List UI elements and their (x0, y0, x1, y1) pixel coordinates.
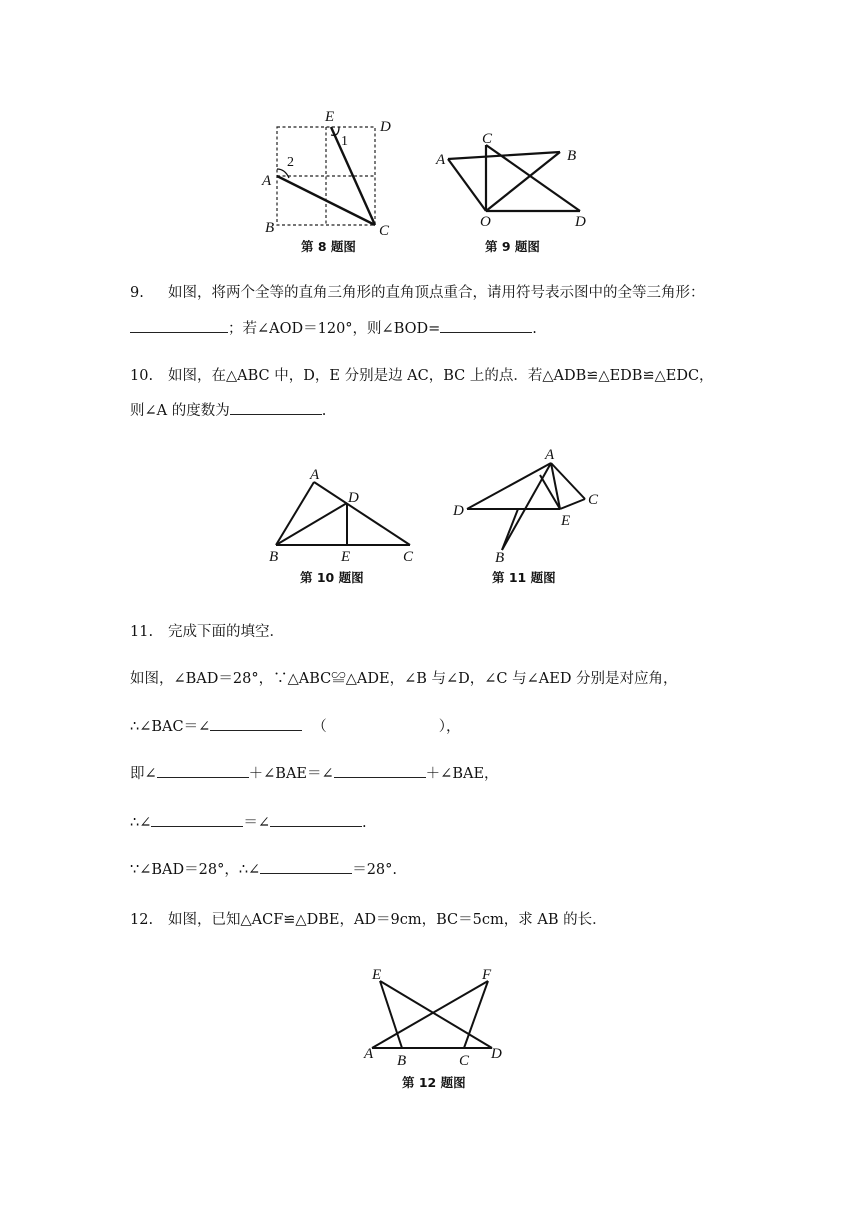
q11-blank-5[interactable] (270, 812, 362, 827)
fig12-label-D: D (491, 1046, 502, 1062)
fig12-label-C: C (459, 1053, 470, 1069)
figure-8-diagram (255, 105, 405, 260)
q11-instruction: 完成下面的填空． (168, 624, 284, 640)
fig8-label-B: B (265, 220, 275, 236)
fig10-label-C: C (403, 549, 414, 565)
q11-line5-mid: ＝∠ (243, 815, 271, 831)
q11-line-2 (130, 669, 678, 689)
figure-11-diagram (450, 445, 610, 590)
q11-paren-open: （ (312, 719, 327, 735)
figure-12 (360, 960, 510, 1095)
figure-10 (262, 465, 422, 590)
q11-line5-end: . (362, 815, 367, 831)
q9-blank-2[interactable] (440, 318, 532, 333)
figure-9-lines (448, 145, 580, 211)
figure-10-lines (276, 482, 410, 545)
q11-line3-start: ∴∠BAC＝∠ (130, 719, 211, 735)
q10-blank[interactable] (230, 400, 322, 415)
q11-line-6 (130, 859, 397, 880)
q11-line-5 (130, 812, 367, 833)
q11-blank-2[interactable] (157, 763, 249, 778)
figure-9-diagram (430, 130, 600, 260)
q10-text: 如图，在△ABC 中，D，E 分别是边 AC，BC 上的点．若△ADB≌△EDB≌△EDC， (168, 368, 714, 384)
q10-line-2 (130, 400, 326, 421)
figure-8 (255, 105, 405, 260)
q9-line-2 (130, 318, 537, 339)
q11-line4-start: 即∠ (130, 766, 157, 782)
fig12-label-E: E (372, 967, 382, 983)
figure-8-grid (277, 127, 375, 225)
q11-line4-mid: ＋∠BAE＝∠ (248, 766, 334, 782)
q10-end: . (321, 403, 327, 419)
q11-blank-6[interactable] (260, 859, 352, 874)
fig11-caption: 第 11 题图 (492, 570, 556, 585)
q11-blank-3[interactable] (334, 763, 426, 778)
fig12-label-A: A (364, 1046, 374, 1062)
figure-9 (430, 130, 600, 260)
q11-blank-4[interactable] (151, 812, 243, 827)
fig10-label-E: E (341, 549, 351, 565)
q10-line2-start: 则∠A 的度数为 (130, 403, 230, 419)
fig9-label-O: O (480, 214, 491, 230)
fig8-angle-2: 2 (287, 155, 294, 170)
fig8-label-A: A (262, 173, 272, 189)
q11-given: 如图，∠BAD＝28°，∵△ABC≌△ADE，∠B 与∠D，∠C 与∠AED 分别是对应角， (130, 671, 678, 687)
q12-line-1 (130, 910, 607, 930)
fig8-angle-1: 1 (341, 134, 348, 149)
fig11-label-D: D (453, 503, 464, 519)
q11-line-1 (130, 622, 284, 642)
fig9-label-D: D (575, 214, 586, 230)
q11-line6-end: ＝28°. (352, 862, 398, 878)
fig9-label-B: B (567, 148, 577, 164)
fig10-caption: 第 10 题图 (300, 570, 364, 585)
fig9-label-C: C (482, 131, 493, 147)
fig11-label-C: C (588, 492, 599, 508)
q9-part-a: ；若∠AOD＝120°，则∠BOD= (228, 321, 441, 337)
q11-number: 11. (130, 624, 154, 640)
q10-line-1 (130, 366, 714, 386)
q10-number: 10. (130, 368, 154, 384)
figure-11-lines (467, 463, 585, 550)
q11-line5-start: ∴∠ (130, 815, 152, 831)
q12-number: 12. (130, 912, 154, 928)
fig10-label-A: A (310, 467, 320, 483)
fig12-caption: 第 12 题图 (402, 1075, 466, 1090)
figure-11 (450, 445, 610, 590)
fig9-caption: 第 9 题图 (485, 239, 540, 254)
q11-line-4 (130, 763, 499, 784)
q11-line6-start: ∵∠BAD＝28°，∴∠ (130, 862, 261, 878)
q9-text: 如图，将两个全等的直角三角形的直角顶点重合，请用符号表示图中的全等三角形： (168, 285, 705, 301)
figure-12-lines (372, 981, 492, 1048)
fig10-label-B: B (269, 549, 279, 565)
q9-number: 9. (130, 285, 144, 301)
q11-line-3 (130, 716, 461, 737)
fig12-label-B: B (397, 1053, 407, 1069)
q11-paren-close: ）， (438, 719, 461, 735)
fig8-caption: 第 8 题图 (301, 239, 356, 254)
figure-12-diagram (360, 960, 510, 1095)
q12-text: 如图，已知△ACF≌△DBE，AD＝9cm，BC＝5cm，求 AB 的长． (168, 912, 607, 928)
fig11-label-A: A (545, 447, 555, 463)
q11-line4-end: ＋∠BAE， (425, 766, 499, 782)
fig8-label-D: D (380, 119, 391, 135)
fig10-label-D: D (348, 490, 359, 506)
q9-blank-1[interactable] (130, 318, 228, 333)
fig8-label-C: C (379, 223, 390, 239)
figure-10-diagram (262, 465, 422, 590)
q9-end: . (532, 321, 537, 337)
fig8-label-E: E (325, 109, 335, 125)
q9-line-1 (130, 283, 705, 303)
q11-blank-1[interactable] (210, 716, 302, 731)
fig11-label-B: B (495, 550, 505, 566)
fig12-label-F: F (482, 967, 492, 983)
fig11-label-E: E (561, 513, 571, 529)
fig9-label-A: A (436, 152, 446, 168)
